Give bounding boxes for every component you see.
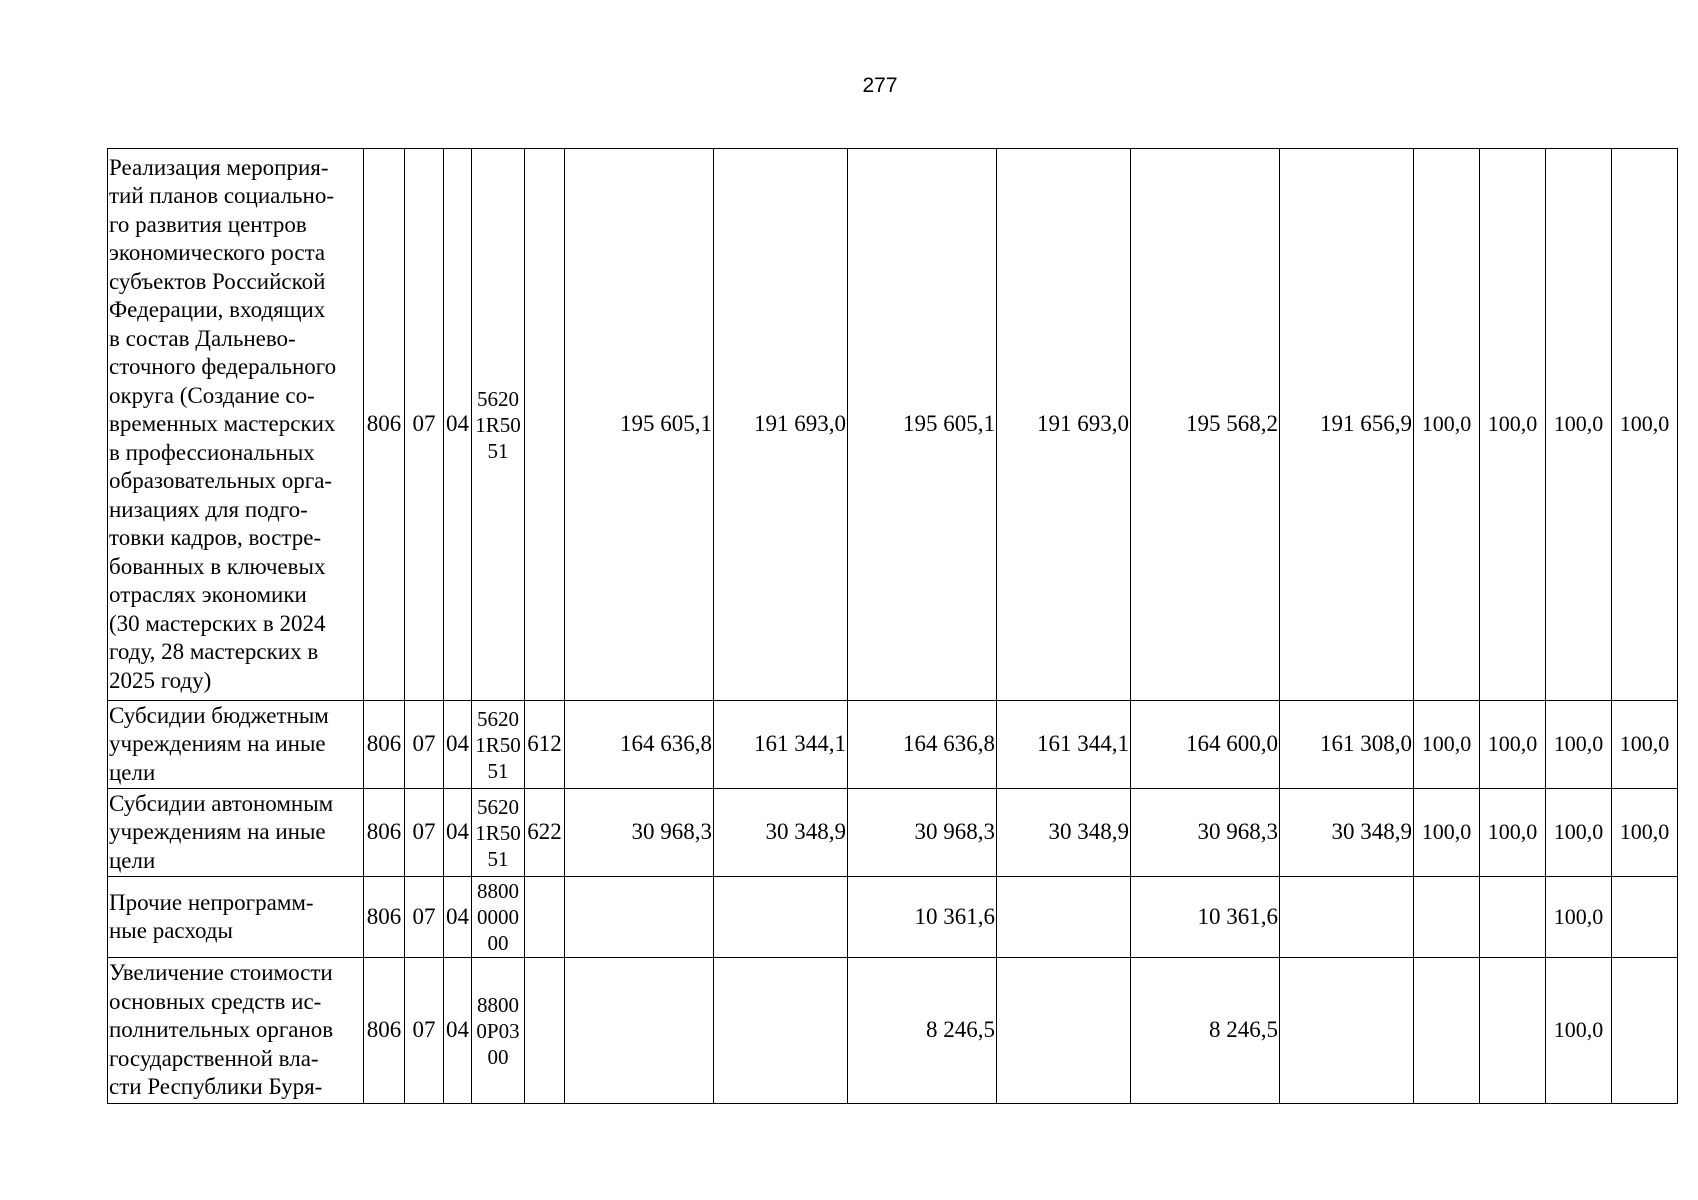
row-name-line: основных средств ис- <box>109 988 322 1014</box>
amount-2-cell: 191 693,0 <box>714 149 848 701</box>
percent-1-cell: 100,0 <box>1414 149 1480 701</box>
target-article-code-cell: 8800 0000 00 <box>472 877 525 958</box>
table-row <box>108 701 1678 789</box>
grbs-code-cell: 806 <box>364 958 405 1104</box>
percent-3-cell: 100,0 <box>1546 789 1612 877</box>
expense-type-code-cell: 622 <box>525 789 565 877</box>
amount-2-cell: 30 348,9 <box>714 789 848 877</box>
table-row <box>108 877 1678 958</box>
row-name-line: отраслях экономики <box>109 582 307 608</box>
amount-1-cell: 164 636,8 <box>565 701 714 789</box>
row-name-line: Увеличение стоимости <box>109 960 333 986</box>
row-name-line: (30 мастерских в 2024 <box>109 610 326 636</box>
amount-5-cell: 8 246,5 <box>1131 958 1280 1104</box>
row-name-line: сточного федерального <box>109 354 337 380</box>
percent-4-cell <box>1612 877 1678 958</box>
amount-3-cell: 8 246,5 <box>848 958 997 1104</box>
grbs-code-cell: 806 <box>364 701 405 789</box>
amount-4-cell: 30 348,9 <box>997 789 1131 877</box>
row-name-line: низациях для подго- <box>109 496 308 522</box>
amount-6-cell <box>1280 958 1414 1104</box>
percent-1-cell: 100,0 <box>1414 789 1480 877</box>
table-row <box>108 149 1678 701</box>
table-body <box>108 149 1678 1104</box>
amount-1-cell: 30 968,3 <box>565 789 714 877</box>
amount-4-cell <box>997 877 1131 958</box>
amount-2-cell: 161 344,1 <box>714 701 848 789</box>
row-name-line: тий планов социально- <box>109 183 335 209</box>
row-name-cell <box>108 877 364 958</box>
percent-2-cell: 100,0 <box>1480 149 1546 701</box>
row-name-line: Субсидии бюджетным <box>109 702 329 728</box>
amount-3-cell: 195 605,1 <box>848 149 997 701</box>
amount-6-cell: 191 656,9 <box>1280 149 1414 701</box>
row-name-cell <box>108 789 364 877</box>
amount-5-cell: 195 568,2 <box>1131 149 1280 701</box>
row-name-line: бованных в ключевых <box>109 553 326 579</box>
section-code-cell: 07 <box>405 877 444 958</box>
row-name-line: Реализация мероприя- <box>109 154 329 180</box>
target-article-code-cell: 8800 0P03 00 <box>472 958 525 1104</box>
percent-1-cell <box>1414 958 1480 1104</box>
percent-4-cell: 100,0 <box>1612 701 1678 789</box>
row-name-line: товки кадров, востре- <box>109 525 322 551</box>
row-name-line: экономического роста <box>109 240 326 266</box>
grbs-code-cell: 806 <box>364 149 405 701</box>
amount-4-cell <box>997 958 1131 1104</box>
row-name-line: временных мастерских <box>109 411 336 437</box>
row-name-line: образовательных орга- <box>109 468 333 494</box>
budget-table <box>107 148 1678 1104</box>
row-name-line: Федерации, входящих <box>109 297 326 323</box>
amount-1-cell <box>565 958 714 1104</box>
subsection-code-cell: 04 <box>444 789 472 877</box>
subsection-code-cell: 04 <box>444 149 472 701</box>
row-name-line: ные расходы <box>109 918 233 943</box>
percent-3-cell: 100,0 <box>1546 958 1612 1104</box>
section-code-cell: 07 <box>405 789 444 877</box>
subsection-code-cell: 04 <box>444 877 472 958</box>
percent-4-cell: 100,0 <box>1612 149 1678 701</box>
row-name-line: Субсидии автономным <box>109 790 334 816</box>
row-name-line: учреждениям на иные <box>109 819 326 845</box>
percent-4-cell <box>1612 958 1678 1104</box>
subsection-code-cell: 04 <box>444 701 472 789</box>
row-name-line: округа (Создание со- <box>109 382 315 408</box>
row-name-line: 2025 году) <box>109 667 212 693</box>
row-name-line: в состав Дальнево- <box>109 325 296 351</box>
row-name-line: в профессиональных <box>109 439 315 465</box>
section-code-cell: 07 <box>405 958 444 1104</box>
percent-2-cell <box>1480 877 1546 958</box>
row-name-cell <box>108 149 364 701</box>
target-article-code-cell: 5620 1R50 51 <box>472 789 525 877</box>
row-name-line: году, 28 мастерских в <box>109 639 319 665</box>
amount-3-cell: 10 361,6 <box>848 877 997 958</box>
expense-type-code-cell: 612 <box>525 701 565 789</box>
percent-3-cell: 100,0 <box>1546 701 1612 789</box>
percent-1-cell: 100,0 <box>1414 701 1480 789</box>
expense-type-code-cell <box>525 958 565 1104</box>
amount-6-cell: 161 308,0 <box>1280 701 1414 789</box>
row-name-line: цели <box>109 847 156 873</box>
amount-1-cell: 195 605,1 <box>565 149 714 701</box>
percent-2-cell <box>1480 958 1546 1104</box>
amount-2-cell <box>714 958 848 1104</box>
amount-6-cell <box>1280 877 1414 958</box>
amount-5-cell: 164 600,0 <box>1131 701 1280 789</box>
row-name-line: государственной вла- <box>109 1045 319 1071</box>
row-name-line: Прочие непрограмм- <box>109 889 314 915</box>
percent-1-cell <box>1414 877 1480 958</box>
grbs-code-cell: 806 <box>364 877 405 958</box>
percent-2-cell: 100,0 <box>1480 701 1546 789</box>
table-row <box>108 958 1678 1104</box>
amount-5-cell: 30 968,3 <box>1131 789 1280 877</box>
subsection-code-cell: 04 <box>444 958 472 1104</box>
row-name-line: го развития центров <box>109 211 307 237</box>
expense-type-code-cell <box>525 877 565 958</box>
table-row <box>108 789 1678 877</box>
amount-3-cell: 30 968,3 <box>848 789 997 877</box>
amount-3-cell: 164 636,8 <box>848 701 997 789</box>
amount-6-cell: 30 348,9 <box>1280 789 1414 877</box>
amount-2-cell <box>714 877 848 958</box>
row-name-line: полнительных органов <box>109 1017 334 1043</box>
amount-4-cell: 161 344,1 <box>997 701 1131 789</box>
percent-4-cell: 100,0 <box>1612 789 1678 877</box>
percent-2-cell: 100,0 <box>1480 789 1546 877</box>
row-name-cell <box>108 701 364 789</box>
section-code-cell: 07 <box>405 701 444 789</box>
section-code-cell: 07 <box>405 149 444 701</box>
amount-5-cell: 10 361,6 <box>1131 877 1280 958</box>
grbs-code-cell: 806 <box>364 789 405 877</box>
amount-4-cell: 191 693,0 <box>997 149 1131 701</box>
percent-3-cell: 100,0 <box>1546 149 1612 701</box>
row-name-line: сти Республики Буря- <box>109 1074 323 1100</box>
row-name-line: учреждениям на иные <box>109 731 326 757</box>
row-name-line: цели <box>109 759 156 785</box>
amount-1-cell <box>565 877 714 958</box>
target-article-code-cell: 5620 1R50 51 <box>472 701 525 789</box>
row-name-cell <box>108 958 364 1104</box>
target-article-code-cell: 5620 1R50 51 <box>472 149 525 701</box>
page-number: 277 <box>862 74 898 97</box>
row-name-line: субъектов Российской <box>109 268 326 294</box>
percent-3-cell: 100,0 <box>1546 877 1612 958</box>
expense-type-code-cell <box>525 149 565 701</box>
